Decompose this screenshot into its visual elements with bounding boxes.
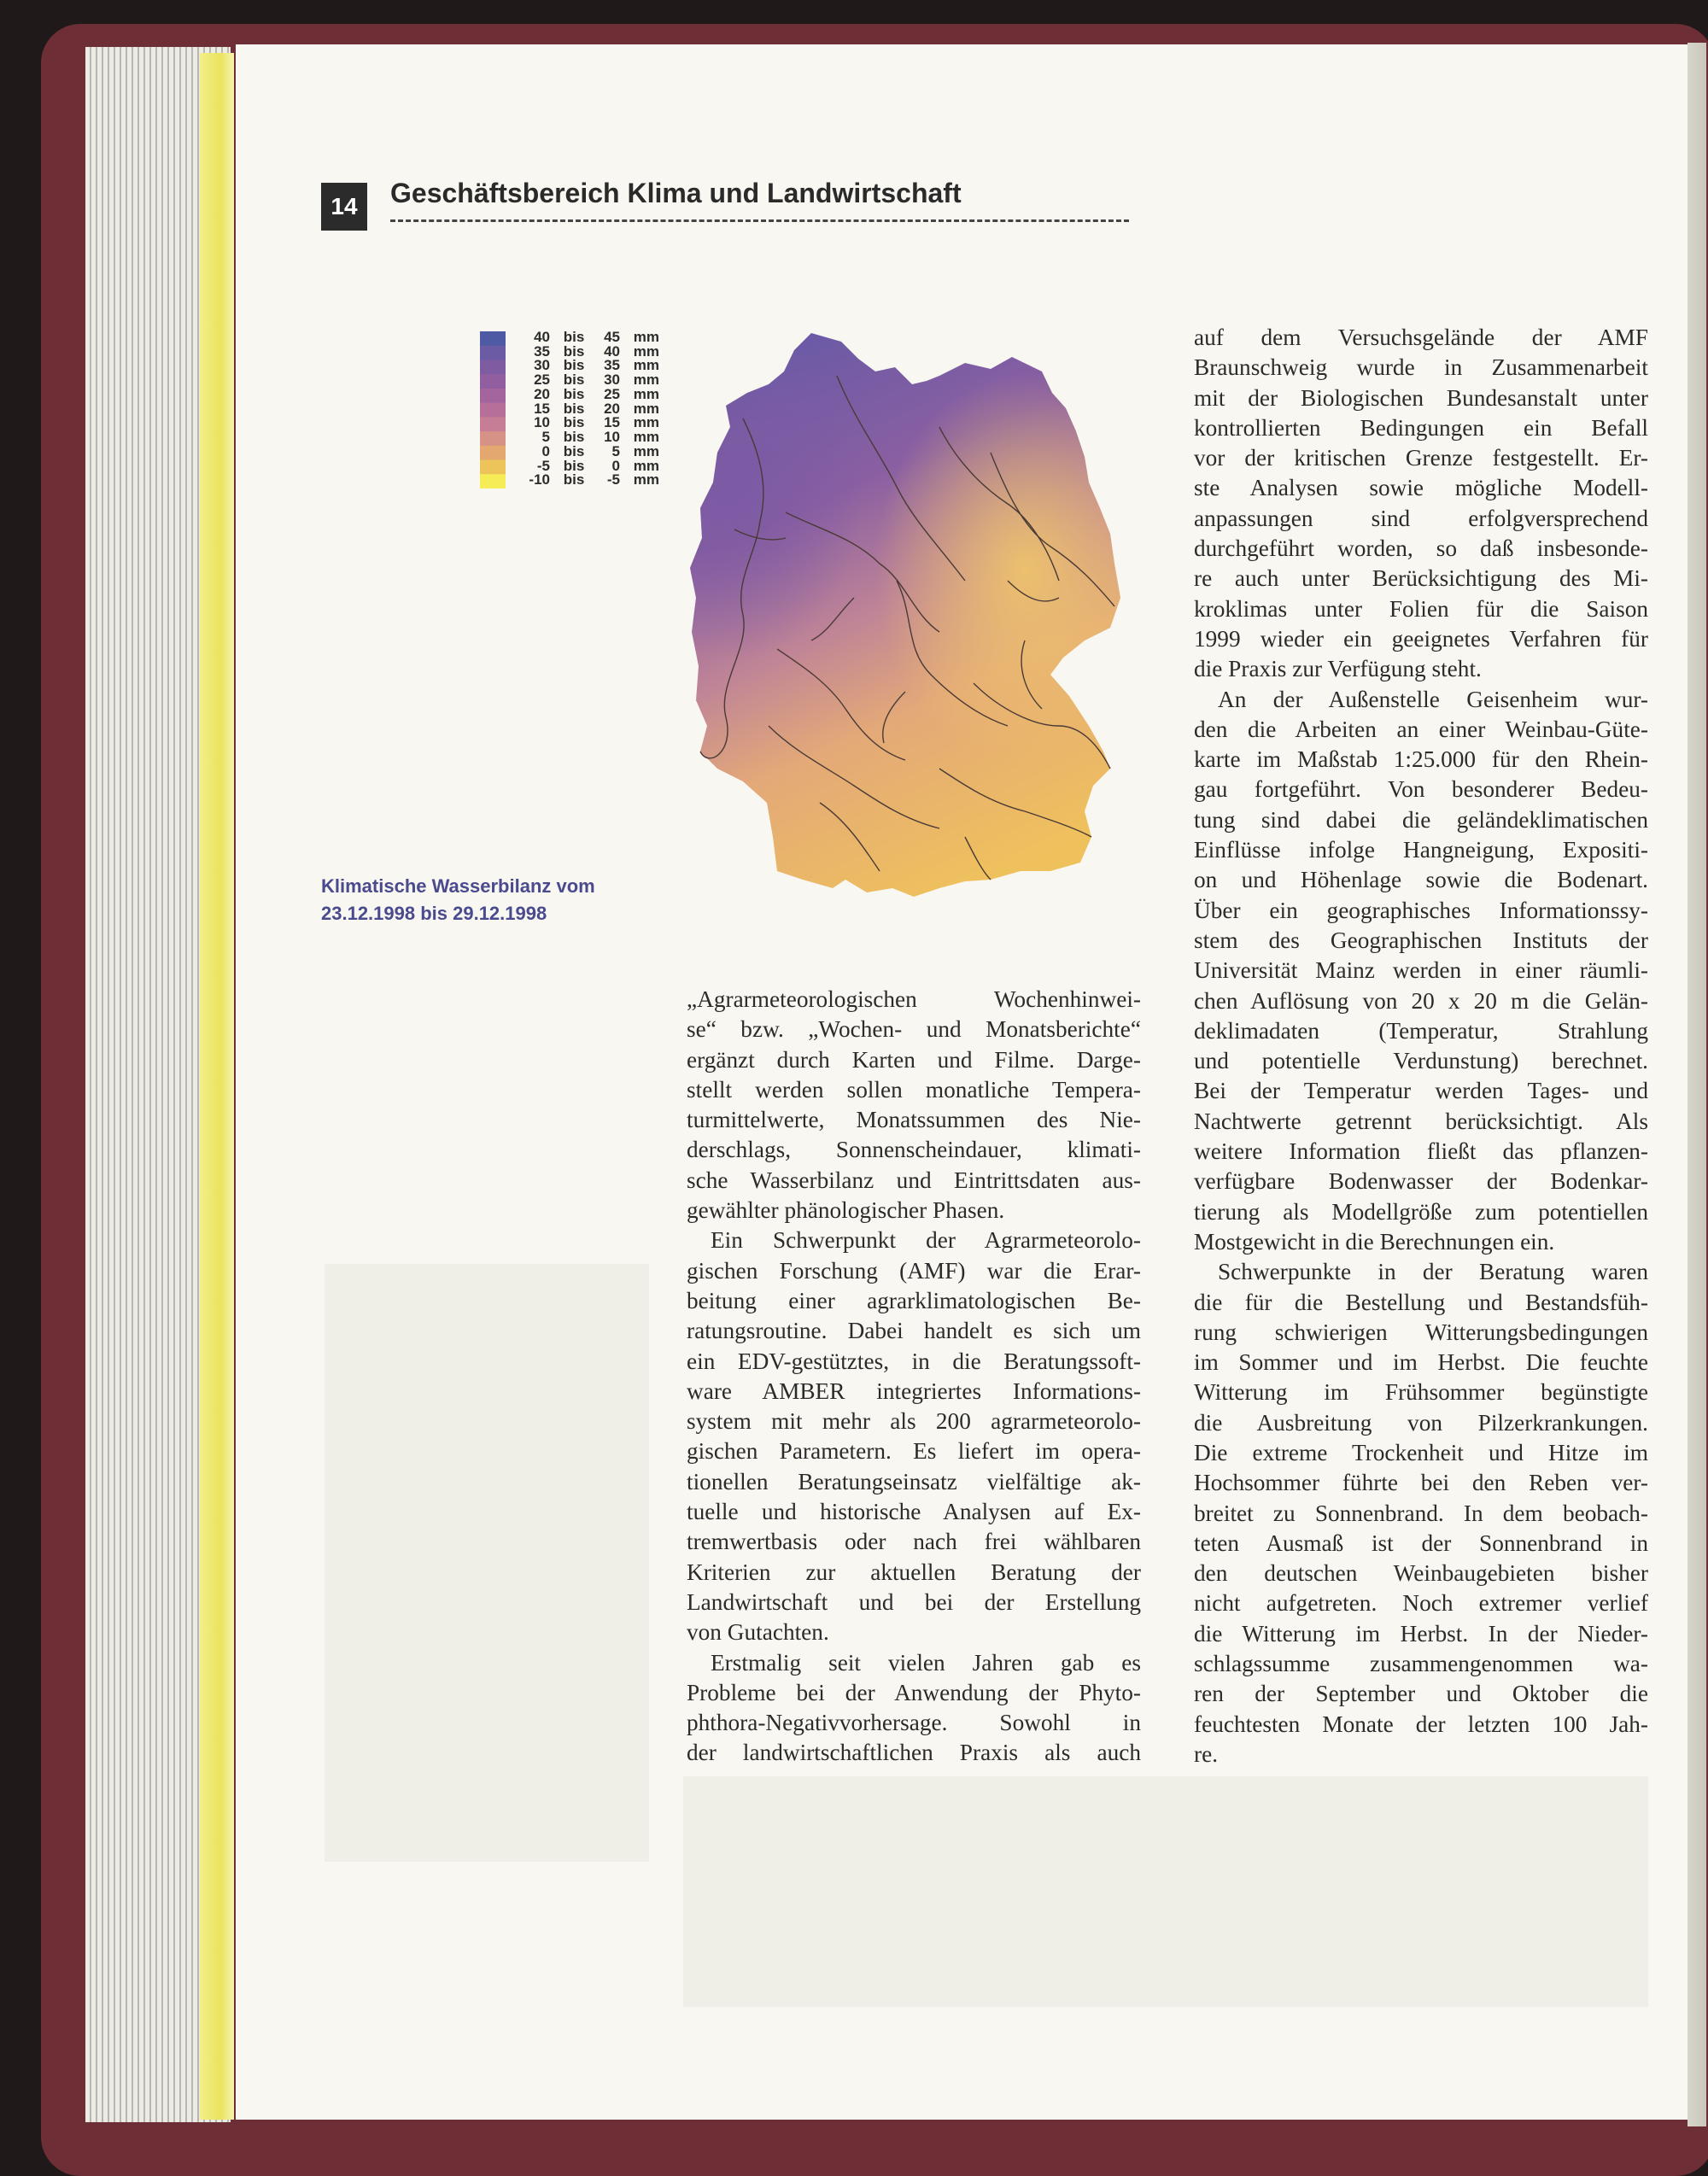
text-line: die für die Bestellung und Bestandsfüh-: [1194, 1289, 1648, 1315]
text-line: kroklimas unter Folien für die Saison: [1194, 595, 1648, 622]
text-line: An der Außenstelle Geisenheim wur-: [1218, 686, 1648, 712]
text-line: schlagssumme zusammengenommen wa-: [1194, 1651, 1648, 1677]
legend-to: 25: [604, 385, 620, 402]
legend-row: [523, 372, 659, 387]
text-line: Landwirtschaft und bei der Erstellung: [687, 1588, 1141, 1615]
text-line: phthora-Negativvorhersage. Sowohl in: [687, 1710, 1141, 1736]
legend-unit: mm: [633, 400, 659, 417]
legend-unit: mm: [633, 342, 659, 360]
text-line: system mit mehr als 200 agrarmeteorolo-: [687, 1408, 1141, 1435]
legend-color-bar: [480, 331, 506, 488]
legend-row: [523, 459, 659, 473]
legend-row: [523, 344, 659, 359]
facing-page-edge: [1688, 43, 1706, 2126]
legend-row: [523, 415, 659, 430]
text-line: ren der September und Oktober die: [1194, 1681, 1648, 1707]
text-line: kontrollierten Bedingungen ein Befall: [1194, 414, 1648, 441]
legend-unit: mm: [633, 357, 659, 374]
text-line: stem des Geographischen Instituts der: [1194, 927, 1648, 953]
text-line: „Agrarmeteorologischen Wochenhinwei-: [687, 986, 1141, 1012]
legend-row: [523, 358, 659, 372]
text-line: turmittelwerte, Monatssummen des Nie-: [687, 1107, 1141, 1133]
legend-swatch: [480, 389, 506, 403]
legend-from: 15: [534, 400, 550, 417]
caption-line-2: 23.12.1998 bis 29.12.1998: [321, 903, 547, 924]
legend-swatch: [480, 474, 506, 488]
legend-sep: bis: [563, 342, 585, 360]
text-line: gischen Forschung (AMF) war die Erar-: [687, 1257, 1141, 1284]
legend-sep: bis: [563, 442, 585, 459]
text-line: auf dem Versuchsgelände der AMF: [1194, 325, 1648, 350]
legend-sep: bis: [563, 371, 585, 389]
text-line: tung sind dabei die geländeklimatischen: [1194, 806, 1648, 833]
text-line: chen Auflösung von 20 x 20 m die Gelän-: [1194, 987, 1648, 1014]
legend-swatch: [480, 374, 506, 389]
text-line: beitung einer agrarklimatologischen Be-: [687, 1287, 1141, 1313]
text-line: rung schwierigen Witterungsbedingungen: [1194, 1319, 1648, 1345]
yellow-page-strip: [200, 53, 234, 2120]
legend-to: -5: [606, 471, 620, 488]
legend-to: 30: [604, 371, 620, 389]
legend-row: [523, 387, 659, 401]
legend-sep: bis: [563, 385, 585, 402]
legend-to: 35: [604, 357, 620, 374]
legend-swatch: [480, 460, 506, 475]
text-line: teten Ausmaß ist der Sonnenbrand in: [1194, 1530, 1648, 1556]
text-column-right: [1194, 323, 1648, 1769]
legend-unit: mm: [633, 414, 659, 431]
legend-unit: mm: [633, 371, 659, 389]
text-line: nicht aufgetreten. Noch extremer verlief: [1194, 1590, 1648, 1617]
legend-swatch: [480, 417, 506, 431]
legend-swatch: [480, 446, 506, 460]
text-line: ratungsroutine. Dabei handelt es sich um: [687, 1318, 1141, 1344]
legend-row: [523, 472, 659, 487]
legend-from: 35: [534, 342, 550, 360]
legend-from: 20: [534, 385, 550, 402]
text-line: stellt werden sollen monatliche Tempera-: [687, 1076, 1141, 1103]
text-line: gischen Parametern. Es liefert im opera-: [687, 1438, 1141, 1465]
text-line: den die Arbeiten an einer Weinbau-Güte-: [1194, 716, 1648, 742]
legend-row: [523, 401, 659, 416]
text-line: ware AMBER integriertes Informations-: [687, 1378, 1141, 1404]
text-line: sche Wasserbilanz und Eintrittsdaten aus-: [687, 1167, 1141, 1193]
map-caption: [321, 873, 663, 927]
text-line: re.: [1194, 1740, 1219, 1767]
legend-sep: bis: [563, 329, 585, 345]
text-line: Bei der Temperatur werden Tages- und: [1194, 1078, 1648, 1104]
legend-row: [523, 444, 659, 459]
text-column-middle: [687, 985, 1141, 1769]
legend-from: 40: [534, 329, 550, 345]
text-line: Einflüsse infolge Hangneigung, Expositi-: [1194, 837, 1648, 863]
text-line: von Gutachten.: [687, 1619, 829, 1646]
legend-unit: mm: [633, 329, 659, 345]
legend-to: 15: [604, 414, 620, 431]
text-line: mit der Biologischen Bundesanstalt unter: [1194, 384, 1648, 411]
legend-to: 45: [604, 329, 620, 345]
legend-from: 0: [541, 442, 550, 459]
legend-sep: bis: [563, 429, 585, 446]
running-title: Geschäftsbereich Klima und Landwirtschaft: [390, 178, 962, 208]
text-line: verfügbare Bodenwasser der Bodenkar-: [1194, 1168, 1648, 1195]
legend-to: 40: [604, 342, 620, 360]
legend-unit: mm: [633, 457, 659, 474]
text-line: Schwerpunkte in der Beratung waren: [1218, 1259, 1648, 1285]
text-line: breitet zu Sonnenbrand. In dem beobach-: [1194, 1500, 1648, 1526]
show-through-bottom: [683, 1776, 1648, 2007]
legend-unit: mm: [633, 471, 659, 488]
legend-row: [523, 430, 659, 444]
legend-from: -10: [529, 471, 550, 488]
text-line: und potentielle Verdunstung) berechnet.: [1194, 1048, 1648, 1074]
text-line: re auch unter Berücksichtigung des Mi-: [1194, 565, 1648, 592]
legend-from: 25: [534, 371, 550, 389]
legend-from: -5: [536, 457, 550, 474]
show-through-left: [325, 1264, 649, 1862]
text-line: deklimadaten (Temperatur, Strahlung: [1194, 1017, 1648, 1044]
legend-swatch: [480, 346, 506, 360]
text-line: Ein Schwerpunkt der Agrarmeteorolo-: [711, 1227, 1141, 1254]
text-line: den deutschen Weinbaugebieten bisher: [1194, 1560, 1648, 1587]
text-line: Mostgewicht in die Berechnungen ein.: [1194, 1228, 1555, 1255]
text-line: 1999 wieder ein geeignetes Verfahren für: [1194, 625, 1648, 652]
header-dashed-rule: [390, 219, 1129, 222]
legend-sep: bis: [563, 414, 585, 431]
legend-sep: bis: [563, 400, 585, 417]
caption-line-1: Klimatische Wasserbilanz vom: [321, 875, 595, 897]
text-line: Kriterien zur aktuellen Beratung der: [687, 1559, 1141, 1585]
text-line: anpassungen sind erfolgversprechend: [1194, 505, 1648, 531]
legend-unit: mm: [633, 442, 659, 459]
legend-to: 10: [604, 429, 620, 446]
text-line: Universität Mainz werden in einer räumli-: [1194, 957, 1648, 984]
legend-row: [523, 330, 659, 344]
text-line: tionellen Beratungseinsatz vielfältige ak-: [687, 1468, 1141, 1495]
text-line: die Ausbreitung von Pilzerkrankungen.: [1194, 1409, 1648, 1436]
text-line: Witterung im Frühsommer begünstigte: [1194, 1379, 1648, 1406]
text-line: gewählter phänologischer Phasen.: [687, 1197, 1005, 1224]
legend-from: 5: [541, 429, 550, 446]
text-line: tuelle und historische Analysen auf Ex-: [687, 1499, 1141, 1525]
text-line: tierung als Modellgröße zum potentiellen: [1194, 1198, 1648, 1225]
text-line: feuchtesten Monate der letzten 100 Jah-: [1194, 1711, 1648, 1737]
text-line: se“ bzw. „Wochen- und Monatsberichte“: [687, 1016, 1141, 1043]
legend-swatch: [480, 360, 506, 374]
text-line: weitere Information fließt das pflanzen-: [1194, 1138, 1648, 1165]
text-line: Erstmalig seit vielen Jahren gab es: [711, 1649, 1141, 1676]
text-line: ergänzt durch Karten und Filme. Darge-: [687, 1046, 1141, 1073]
text-line: die Praxis zur Verfügung steht.: [1194, 656, 1482, 682]
legend-swatch: [480, 431, 506, 446]
legend-sep: bis: [563, 471, 585, 488]
legend-to: 5: [611, 442, 620, 459]
legend-sep: bis: [563, 357, 585, 374]
text-line: Probleme bei der Anwendung der Phyto-: [687, 1679, 1141, 1705]
legend-from: 10: [534, 414, 550, 431]
text-line: durchgeführt worden, so daß insbesonde-: [1194, 535, 1648, 562]
text-line: karte im Maßstab 1:25.000 für den Rhein-: [1194, 746, 1648, 773]
text-line: Hochsommer führte bei den Reben ver-: [1194, 1470, 1648, 1496]
legend-swatch: [480, 403, 506, 418]
legend-from: 30: [534, 357, 550, 374]
text-line: Die extreme Trockenheit und Hitze im: [1194, 1439, 1648, 1465]
text-line: die Witterung im Herbst. In der Nieder-: [1194, 1620, 1648, 1647]
text-line: ein EDV-gestütztes, in die Beratungssoft-: [687, 1348, 1141, 1374]
legend-unit: mm: [633, 429, 659, 446]
page-number: 14: [321, 183, 367, 231]
legend-swatch: [480, 331, 506, 346]
text-line: Nachtwerte getrennt berücksichtigt. Als: [1194, 1108, 1648, 1134]
germany-water-balance-map: [683, 325, 1144, 922]
text-line: derschlags, Sonnenscheindauer, klimati-: [687, 1137, 1141, 1163]
legend-to: 20: [604, 400, 620, 417]
legend-unit: mm: [633, 385, 659, 402]
text-line: Über ein geographisches Informationssy-: [1194, 897, 1648, 923]
text-line: tremwertbasis oder nach frei wählbaren: [687, 1529, 1141, 1555]
text-line: ste Analysen sowie mögliche Modell-: [1194, 475, 1648, 501]
legend-to: 0: [611, 457, 620, 474]
text-line: der landwirtschaftlichen Praxis als auch: [687, 1740, 1141, 1766]
map-legend: [480, 330, 685, 492]
text-line: Braunschweig wurde in Zusammenarbeit: [1194, 354, 1648, 381]
text-line: im Sommer und im Herbst. Die feuchte: [1194, 1349, 1648, 1376]
legend-sep: bis: [563, 457, 585, 474]
text-line: vor der kritischen Grenze festgestellt. Er-: [1194, 445, 1648, 471]
text-line: on und Höhenlage sowie die Bodenart.: [1194, 867, 1648, 893]
text-line: gau fortgeführt. Von besonderer Bedeu-: [1194, 776, 1648, 803]
